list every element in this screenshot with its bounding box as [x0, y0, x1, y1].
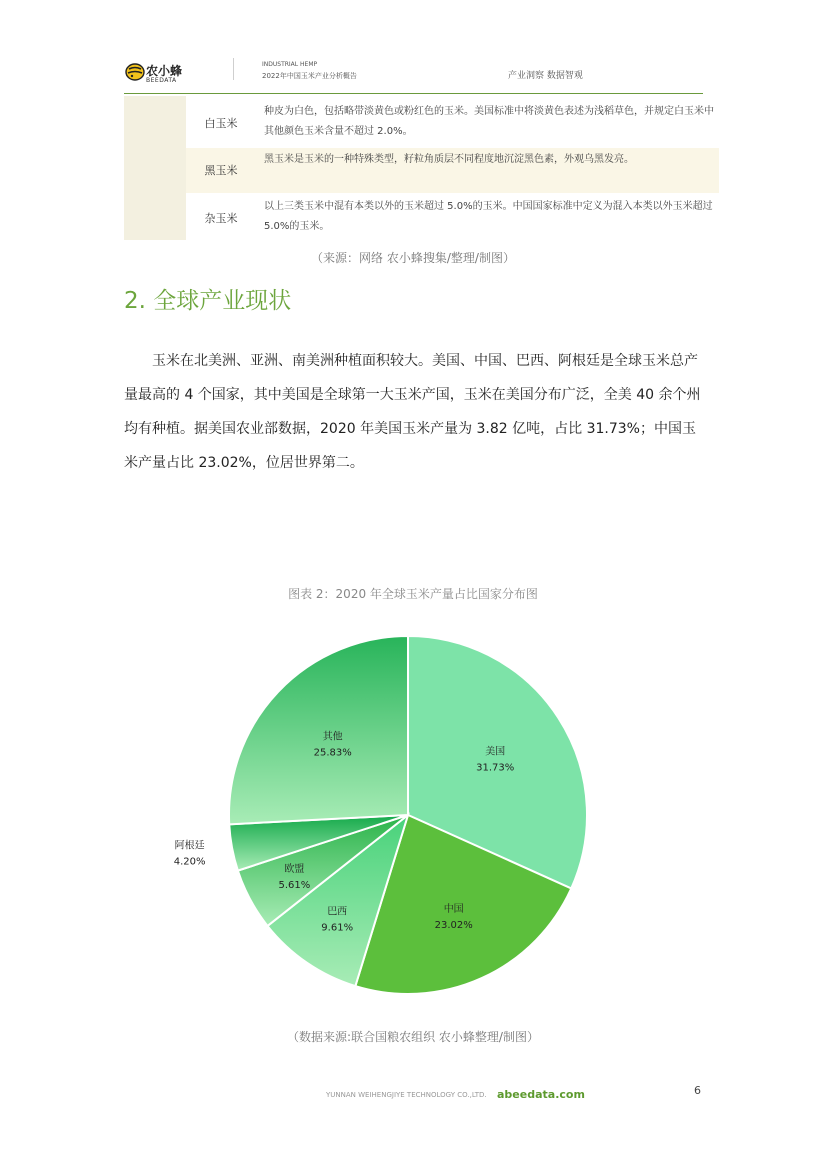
slice-label: 阿根廷	[174, 840, 205, 852]
pie-chart	[173, 630, 660, 1000]
header-rule	[124, 93, 703, 94]
slice-value: 23.02%	[434, 920, 473, 932]
header-slogan: 产业洞察 数据智观	[508, 71, 583, 81]
footer-company: YUNNAN WEIHENGJIYE TECHNOLOGY CO.,LTD.	[326, 1091, 487, 1099]
corn-type-desc: 种皮为白色，包括略带淡黄色或粉红色的玉米。美国标准中将淡黄色表述为浅稻草色，并规定白玉米中其他颜色玉米含量不超过 2.0%。	[264, 106, 714, 137]
slice-label: 美国	[485, 746, 506, 758]
header-line-1: INDUSTRIAL HEMP	[262, 61, 318, 68]
corn-type-name: 白玉米	[204, 117, 238, 130]
slice-value: 4.20%	[173, 856, 206, 868]
slice-label: 欧盟	[284, 863, 305, 875]
corn-type-desc: 黑玉米是玉米的一种特殊类型，籽粒角质层不同程度地沉淀黑色素，外观乌黑发亮。	[264, 154, 634, 165]
footer-site: abeedata.com	[497, 1088, 585, 1101]
paragraph-text: 玉米在北美洲、亚洲、南美洲种植面积较大。美国、中国、巴西、阿根廷是全球玉米总产量最高的 4 个国家，其中美国是全球第一大玉米产国，玉米在美国分布广泛，全美 40 余个州均有种植。据美国农业部数据，2020 年美国玉米产量为 3.82 亿吨，占比 31.73%；中国玉米产量占比 23.02%，位居世界第二。	[124, 353, 701, 471]
table-left-column	[124, 96, 186, 240]
figure-source: （数据来源:联合国粮农组织 农小蜂整理/制图）	[287, 1030, 539, 1044]
logo-subtext: BEEDATA	[146, 77, 177, 84]
slice-label: 中国	[443, 904, 464, 916]
slice-value: 25.83%	[313, 747, 352, 759]
corn-type-name: 黑玉米	[204, 164, 238, 177]
slice-value: 5.61%	[278, 879, 311, 891]
logo-text: 农小蜂	[146, 64, 183, 78]
slice-label: 巴西	[327, 906, 348, 918]
figure-title: 图表 2：2020 年全球玉米产量占比国家分布图	[288, 587, 538, 601]
section-title: 2. 全球产业现状	[124, 288, 292, 314]
table-source: （来源：网络 农小蜂搜集/整理/制图）	[311, 251, 515, 265]
corn-type-name: 杂玉米	[204, 212, 238, 225]
logo	[124, 58, 184, 86]
header-divider	[233, 58, 234, 80]
pie-slice-5	[229, 636, 408, 824]
body-paragraph	[124, 344, 704, 480]
page-number: 6	[694, 1084, 701, 1097]
slice-value: 9.61%	[321, 922, 354, 934]
table-row	[186, 99, 719, 147]
header-line-2: 2022年中国玉米产业分析概告	[262, 72, 357, 80]
table-row	[186, 148, 719, 193]
corn-type-desc: 以上三类玉米中混有本类以外的玉米超过 5.0%的玉米。中国国家标准中定义为混入本类以外玉米超过 5.0%的玉米。	[264, 201, 713, 232]
slice-value: 31.73%	[476, 762, 515, 774]
table-row	[186, 195, 719, 241]
bee-logo-icon	[124, 60, 146, 82]
slice-label: 其他	[322, 731, 343, 743]
